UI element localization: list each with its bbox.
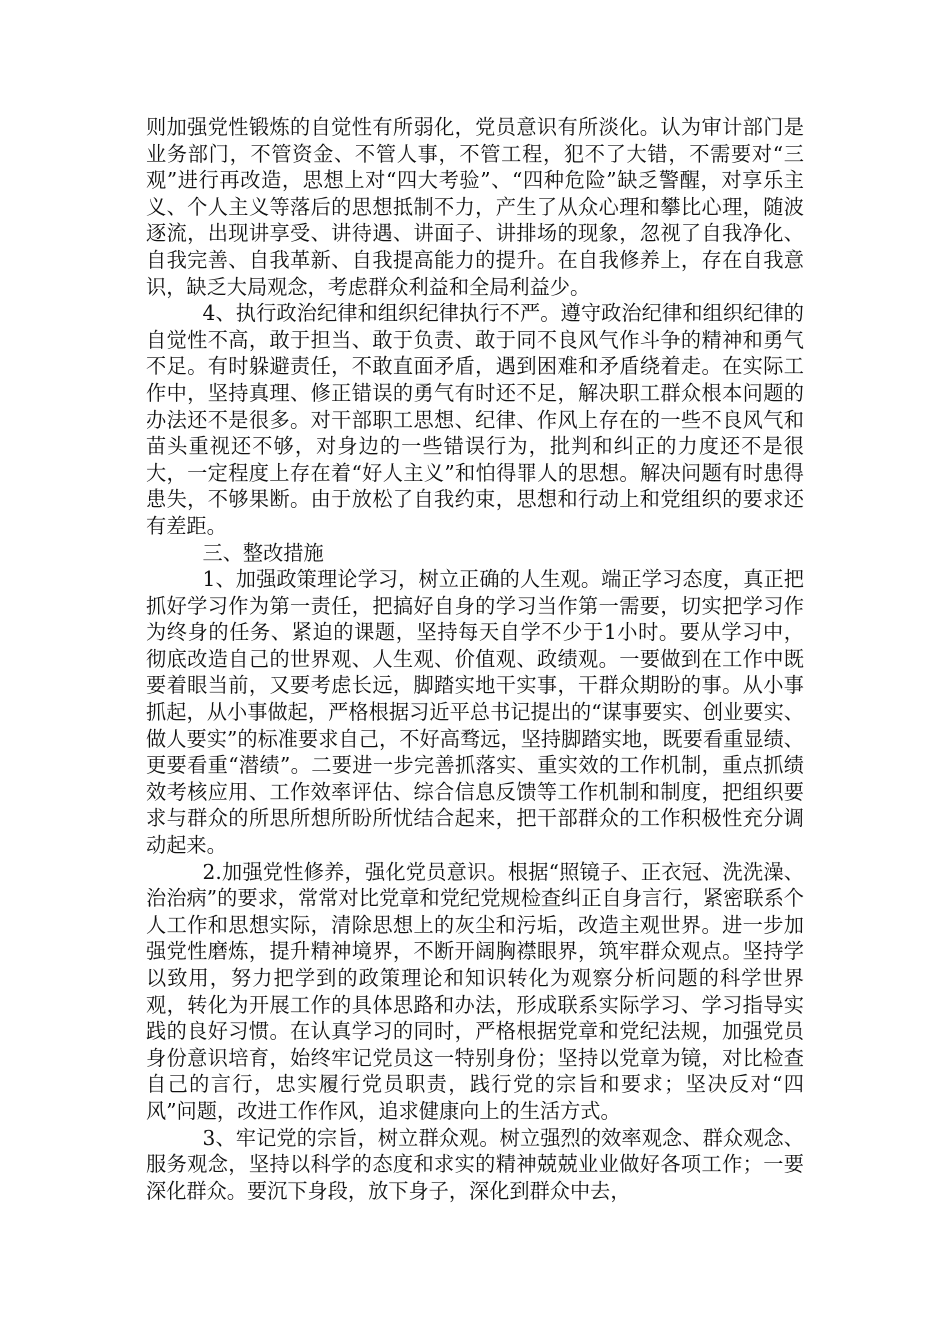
paragraph-measure-1: 1、加强政策理论学习，树立正确的人生观。端正学习态度，真正把抓好学习作为第一责任，把搞好自身的学习当作第一需要，切实把学习作为终身的任务、紧迫的课题，坚持每天自学不少于1小时。要从学习中，彻底改造自己的世界观、人生观、价值观、政绩观。一要做到在工作中既要着眼当前，又要考虑长远，脚踏实地干实事，干群众期盼的事。从小事抓起，从小事做起，严格根据习近平总书记提出的“谋事要实、创业要实、做人要实”的标准要求自己，不好高骛远，坚持脚踏实地，既要看重显绩、更要看重“潜绩”。二要进一步完善抓落实、重实效的工作机制，重点抓绩效考核应用、工作效率评估、综合信息反馈等工作机制和制度，把组织要求与群众的所思所想所盼所忧结合起来，把干部群众的工作积极性充分调动起来。 <box>146 567 804 858</box>
paragraph-measure-2: 2.加强党性修养，强化党员意识。根据“照镜子、正衣冠、洗洗澡、治治病”的要求，常常对比党章和党纪党规检查纠正自身言行，紧密联系个人工作和思想实际，清除思想上的灰尘和污垢，改造主观世界。进一步加强党性磨炼，提升精神境界，不断开阔胸襟眼界，筑牢群众观点。坚持学以致用，努力把学到的政策理论和知识转化为观察分析问题的科学世界观，转化为开展工作的具体思路和办法，形成联系实际学习、学习指导实践的良好习惯。在认真学习的同时，严格根据党章和党纪法规，加强党员身份意识培育，始终牢记党员这一特别身份；坚持以党章为镜，对比检查自己的言行，忠实履行党员职责，践行党的宗旨和要求；坚决反对“四风”问题，改进工作作风，追求健康向上的生活方式。 <box>146 859 804 1123</box>
paragraph-measure-3: 3、牢记党的宗旨，树立群众观。树立强烈的效率观念、群众观念、服务观念，坚持以科学的态度和求实的精神兢兢业业做好各项工作；一要深化群众。要沉下身段，放下身子，深化到群众中去， <box>146 1125 804 1203</box>
document-page <box>146 114 804 1204</box>
paragraph-continuation: 则加强党性锻炼的自觉性有所弱化，党员意识有所淡化。认为审计部门是业务部门，不管资金、不管人事，不管工程，犯不了大错，不需要对“三观”进行再改造，思想上对“四大考验”、“四种危险”缺乏警醒，对享乐主义、个人主义等落后的思想抵制不力，产生了从众心理和攀比心理，随波逐流，出现讲享受、讲待遇、讲面子、讲排场的现象，忽视了自我净化、自我完善、自我革新、自我提高能力的提升。在自我修养上，存在自我意识，缺乏大局观念，考虑群众利益和全局利益少。 <box>146 115 804 299</box>
paragraph-item-4: 4、执行政治纪律和组织纪律执行不严。遵守政治纪律和组织纪律的自觉性不高，敢于担当、敢于负责、敢于同不良风气作斗争的精神和勇气不足。有时躲避责任，不敢直面矛盾，遇到困难和矛盾绕着走。在实际工作中，坚持真理、修正错误的勇气有时还不足，解决职工群众根本问题的办法还不是很多。对干部职工思想、纪律、作风上存在的一些不良风气和苗头重视还不够，对身边的一些错误行为，批判和纠正的力度还不是很大，一定程度上存在着“好人主义”和怕得罪人的思想。解决问题有时患得患失，不够果断。由于放松了自我约束，思想和行动上和党组织的要求还有差距。 <box>146 301 804 538</box>
section-heading: 三、整改措施 <box>202 540 324 565</box>
